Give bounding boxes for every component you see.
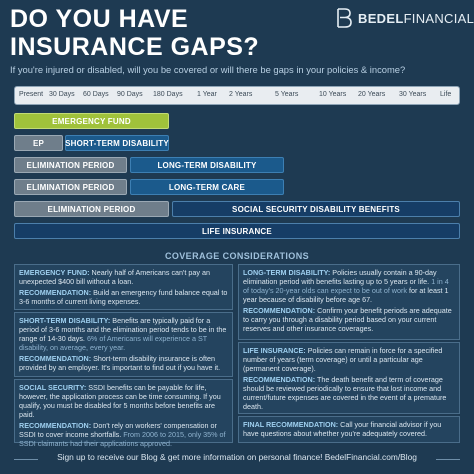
page-title-line-2: INSURANCE GAPS? [10,33,260,61]
timeline-label: Life [440,91,452,98]
card-final-recommendation: FINAL RECOMMENDATION: Call your financial advisor if you have questions about whether you're adequately covered. [238,416,460,443]
footer-signup-link[interactable]: Sign up to receive our Blog & get more information on personal finance! BedelFinancial.com/Blog [57,452,417,462]
card-short-term-disability: SHORT-TERM DISABILITY: Benefits are typically paid for a period of 3-6 months and the elimination period tends to be in the range of 14-30 days. 6% of Americans will experience a ST disability, on average, every year. RECOMMENDATION: Short-term disability insurance is often provided by an employer. It's important to find out if you have it. [14,312,233,377]
card-long-term-disability: LONG-TERM DISABILITY: Policies usually contain a 90-day elimination period with benefits lasting up to 5 years or life. 1 in 4 of today's 20-year olds can expect to be out of work for at least 1 year because of disability before age 67. RECOMMENDATION: Confirm your benefit periods are adequate to carry you through a disability period based on your current reserves and other insurance coverages. [238,264,460,340]
bar-short-term-disability: SHORT-TERM DISABILITY [65,135,169,151]
bedel-financial-logo [336,8,474,28]
card-social-security: SOCIAL SECURITY: SSDI benefits can be payable for life, however, the application process can be time consuming. If you qualify, you must be disabled for 5 months before benefits are paid. RECOMMENDATION: Don't rely on workers' compensation or SSDI to cover income shortfalls. From 2006 to 2015, only 35% of SSDI claimants had their applications approved. [14,379,233,443]
bar-long-term-care: LONG-TERM CARE [130,179,284,195]
timeline-label: 1 Year [197,91,217,98]
subtitle: If you're injured or disabled, will you be covered or will there be gaps in your policies & income? [10,64,406,75]
bar-social-security-disability: SOCIAL SECURITY DISABILITY BENEFITS [172,201,460,217]
bar-life-insurance: LIFE INSURANCE [14,223,460,239]
timeline-label: Present [19,91,44,98]
bar-ep: EP [14,135,63,151]
bedel-logo-icon [336,8,352,28]
header [0,0,474,62]
timeline-label: 2 Years [229,91,253,98]
bar-elimination-period-3: ELIMINATION PERIOD [14,201,169,217]
timeline-label: 60 Days [83,91,109,98]
logo-text: BEDELFINANCIAL [358,10,474,26]
card-emergency-fund: EMERGENCY FUND: Nearly half of Americans can't pay an unexpected $400 bill without a loan. RECOMMENDATION: Build an emergency fund balance equal to 3-6 months of current living expenses. [14,264,233,310]
timeline-label: 30 Days [49,91,75,98]
timeline-label: 20 Years [358,91,386,98]
considerations-title: COVERAGE CONSIDERATIONS [164,251,310,261]
timeline-label: 5 Years [275,91,299,98]
timeline-label: 90 Days [117,91,143,98]
timeline-label: 30 Years [399,91,427,98]
timeline-label: 180 Days [153,91,183,98]
card-life-insurance: LIFE INSURANCE: Policies can remain in force for a specified number of years (term coverage) or until a particular age (permanent coverage). RECOMMENDATION: The death benefit and term of coverage should be reviewed periodically to ensure that lost income and current/future expenses are covered in the event of a premature death. [238,342,460,414]
bar-long-term-disability: LONG-TERM DISABILITY [130,157,284,173]
bar-emergency-fund: EMERGENCY FUND [14,113,169,129]
bar-elimination-period-1: ELIMINATION PERIOD [14,157,127,173]
page-title-line-1: DO YOU HAVE [10,5,189,33]
bar-elimination-period-2: ELIMINATION PERIOD [14,179,127,195]
timeline-label: 10 Years [319,91,347,98]
timeline-scale [14,86,460,105]
